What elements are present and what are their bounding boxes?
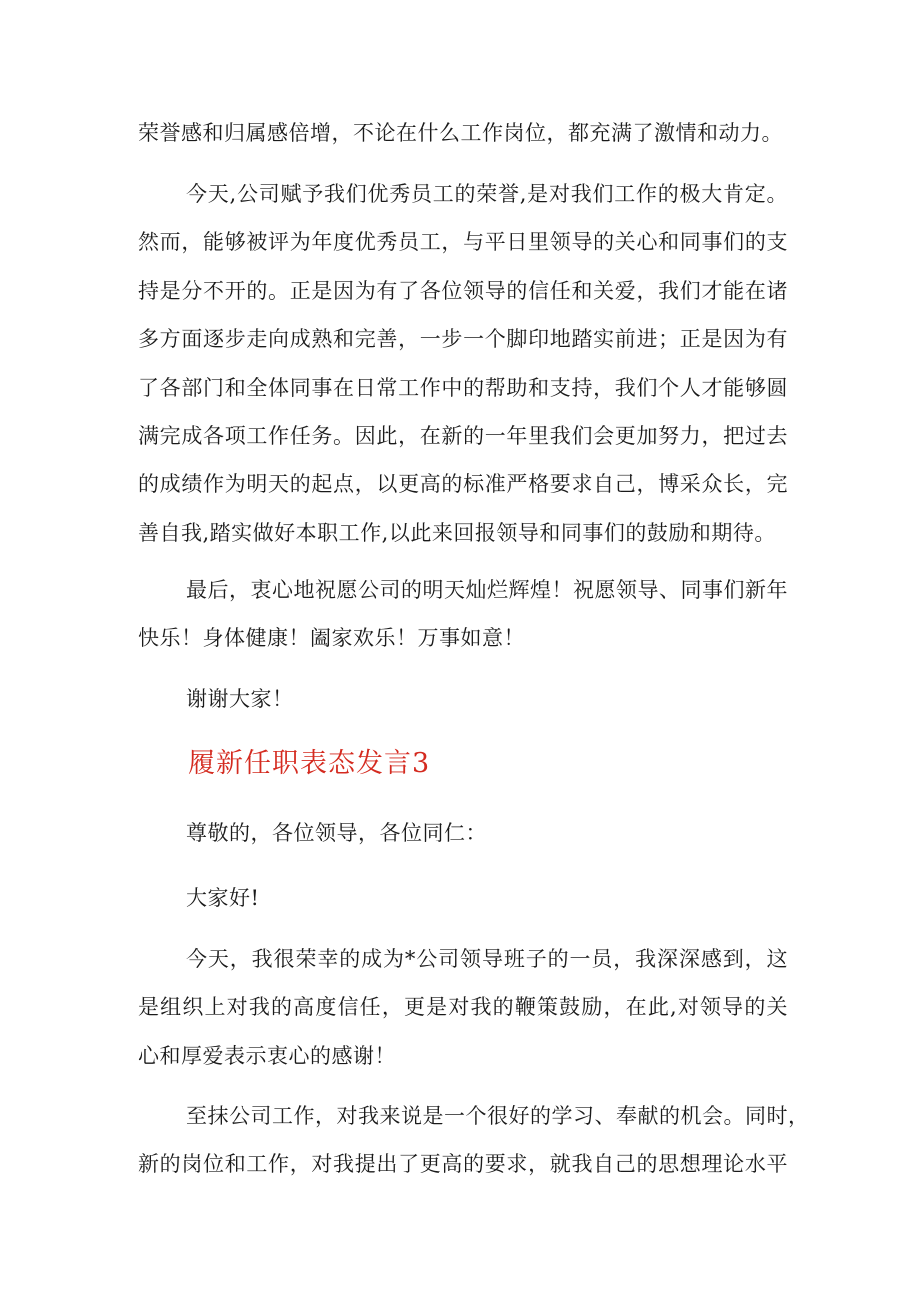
text-line: 持是分不开的。正是因为有了各位领导的信任和关爱，我们才能在诸	[138, 279, 788, 303]
text-line: 满完成各项工作任务。因此，在新的一年里我们会更加努力，把过去	[138, 424, 788, 448]
text-line: 快乐！身体健康！阖家欢乐！万事如意！	[138, 626, 525, 650]
text-line: 大家好!	[186, 886, 260, 910]
section-heading: 履新任职表态发言3	[188, 748, 431, 779]
text-line: 新的岗位和工作，对我提出了更高的要求，就我自己的思想理论水平	[138, 1152, 788, 1176]
text-line: 尊敬的，各位领导，各位同仁：	[186, 821, 487, 845]
text-line: 心和厚爱表示衷心的感谢！	[138, 1044, 396, 1068]
text-line: 荣誉感和归属感倍增，不论在什么工作岗位，都充满了激情和动力。	[138, 121, 783, 145]
text-line: 多方面逐步走向成熟和完善，一步一个脚印地踏实前进；正是因为有	[138, 327, 788, 351]
text-line: 善自我,踏实做好本职工作,以此来回报领导和同事们的鼓励和期待。	[138, 521, 776, 545]
text-line: 谢谢大家！	[186, 687, 294, 711]
text-line: 了各部门和全体同事在日常工作中的帮助和支持，我们个人才能够圆	[138, 376, 788, 400]
text-line: 然而，能够被评为年度优秀员工，与平日里领导的关心和同事们的支	[138, 230, 788, 254]
text-line: 今天,公司赋予我们优秀员工的荣誉,是对我们工作的极大肯定。	[186, 182, 788, 206]
text-line: 今天，我很荣幸的成为*公司领导班子的一员，我深深感到，这	[186, 947, 788, 971]
text-line: 至抹公司工作，对我来说是一个很好的学习、奉献的机会。同时，	[186, 1104, 810, 1128]
text-line: 最后，衷心地祝愿公司的明天灿烂辉煌！祝愿领导、同事们新年	[186, 578, 788, 602]
text-line: 的成绩作为明天的起点，以更高的标准严格要求自己，博采众长，完	[138, 472, 788, 496]
text-line: 是组织上对我的高度信任，更是对我的鞭策鼓励，在此,对领导的关	[138, 995, 788, 1019]
